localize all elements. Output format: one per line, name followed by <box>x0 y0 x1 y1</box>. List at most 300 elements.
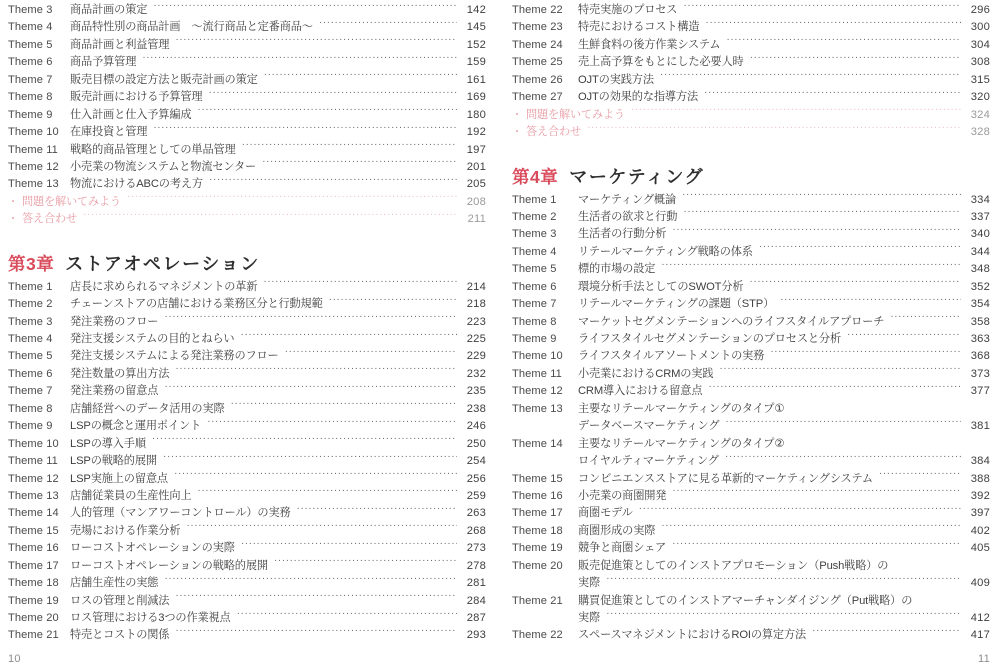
toc-entry-page-number: 352 <box>970 280 990 293</box>
toc-entry-page-number: 304 <box>970 38 990 51</box>
chapter-heading-4 <box>512 163 990 187</box>
toc-entry-page-number: 358 <box>970 315 990 328</box>
toc-leader-dots <box>153 2 457 13</box>
toc-entry-theme-label: Theme 19 <box>512 542 563 555</box>
toc-entry-theme-label: Theme 17 <box>512 507 563 520</box>
toc-entry-theme-label: Theme 20 <box>8 612 59 624</box>
toc-bullet-entry[interactable] <box>512 107 990 124</box>
toc-leader-dots <box>661 261 961 272</box>
toc-entry-theme-label: Theme 22 <box>512 4 563 16</box>
toc-leader-dots <box>890 314 961 325</box>
toc-entry[interactable] <box>512 558 990 575</box>
toc-entry-page-number: 238 <box>466 402 486 415</box>
toc-leader-dots <box>725 418 961 429</box>
toc-entry-page-number: 205 <box>466 178 486 191</box>
toc-entry[interactable] <box>512 209 990 226</box>
toc-entry-continuation[interactable] <box>512 453 990 470</box>
toc-bullet-entry[interactable] <box>8 194 486 211</box>
toc-section-chapter3-continued <box>512 2 990 107</box>
toc-entry-title: 小売業の物流システムと物流センター <box>70 160 257 173</box>
toc-bullets-chapter3 <box>512 107 990 142</box>
toc-entry[interactable] <box>8 37 486 54</box>
toc-entry-page-number: 320 <box>970 91 990 104</box>
toc-entry[interactable] <box>8 19 486 36</box>
toc-entry-title: 実際 <box>578 577 601 590</box>
toc-leader-dots <box>164 575 457 586</box>
toc-entry-title: 物流におけるABCの考え方 <box>70 178 203 191</box>
toc-entry-title: 発注支援システムによる発注業務のフロー <box>70 350 279 363</box>
toc-leader-dots <box>780 296 961 307</box>
toc-entry-title: 生活者の欲求と行動 <box>578 210 678 223</box>
toc-entry[interactable] <box>512 366 990 383</box>
chapter-number: 第4章 <box>512 166 559 187</box>
toc-leader-dots <box>262 159 457 170</box>
toc-leader-dots <box>790 401 961 412</box>
toc-entry[interactable] <box>512 2 990 19</box>
toc-leader-dots <box>240 331 457 342</box>
toc-entry-page-number: 273 <box>466 542 486 555</box>
toc-entry-continuation[interactable] <box>512 575 990 592</box>
toc-entry[interactable] <box>512 37 990 54</box>
toc-entry-title: 生鮮食料の後方作業システム <box>578 38 721 51</box>
toc-entry-theme-label: Theme 1 <box>8 280 53 293</box>
toc-entry-page-number: 281 <box>466 577 486 590</box>
toc-entry-title: LSPの概念と運用ポイント <box>70 420 202 433</box>
toc-entry-theme-label: Theme 12 <box>512 385 563 398</box>
toc-leader-dots <box>164 383 457 394</box>
toc-entry[interactable] <box>8 279 486 296</box>
toc-leader-dots <box>812 627 961 638</box>
toc-entry-page-number: 324 <box>970 108 990 121</box>
toc-entry-title: CRM導入における留意点 <box>578 385 703 398</box>
toc-entry-title: ロスの管理と削減法 <box>70 594 170 607</box>
toc-entry-page-number: 145 <box>466 21 486 34</box>
toc-entry-page-number: 256 <box>466 472 486 485</box>
toc-entry-title: 答え合わせ <box>22 213 77 226</box>
toc-entry[interactable] <box>512 627 990 644</box>
toc-entry-page-number: 225 <box>466 333 486 345</box>
toc-entry[interactable] <box>8 72 486 89</box>
toc-entry-title: 商品特性別の商品計画 〜流行商品と定番商品〜 <box>70 21 313 34</box>
toc-entry[interactable] <box>8 366 486 383</box>
toc-entry-page-number: 412 <box>970 612 990 624</box>
toc-entry-page-number: 337 <box>970 210 990 223</box>
toc-entry-title: 戦略的商品管理としての単品管理 <box>70 143 236 156</box>
toc-entry-title: 店舗従業員の生産性向上 <box>70 489 192 502</box>
toc-entry-theme-label: Theme 18 <box>8 577 59 590</box>
toc-leader-dots <box>683 209 961 220</box>
toc-entry-page-number: 192 <box>466 126 486 139</box>
toc-entry-theme-label: Theme 24 <box>512 38 563 51</box>
toc-entry-page-number: 218 <box>466 298 486 311</box>
chapter-number: 第3章 <box>8 253 55 274</box>
toc-entry-page-number: 392 <box>970 489 990 502</box>
toc-entry-continuation[interactable] <box>512 610 990 627</box>
toc-leader-dots <box>186 523 457 534</box>
right-page <box>500 0 1000 672</box>
toc-entry-page-number: 159 <box>466 56 486 69</box>
chapter-title: ストアオペレーション <box>65 253 260 274</box>
toc-entry-page-number: 368 <box>970 350 990 363</box>
toc-leader-dots <box>207 418 457 429</box>
toc-entry-page-number: 402 <box>970 524 990 537</box>
chapter-heading-3 <box>8 250 486 274</box>
toc-entry-title: ライフスタイルアソートメントの実務 <box>578 350 765 363</box>
toc-entry-theme-label: Theme 8 <box>512 315 557 328</box>
toc-entry-theme-label: Theme 20 <box>512 559 563 572</box>
toc-leader-dots <box>725 453 961 464</box>
toc-leader-dots <box>142 54 457 65</box>
toc-leader-dots <box>153 124 457 135</box>
toc-entry-title: 競争と商圏シェア <box>578 542 667 555</box>
toc-entry-title: 発注業務のフロー <box>70 315 159 328</box>
toc-entry-theme-label: Theme 5 <box>8 38 53 51</box>
toc-entry[interactable] <box>8 575 486 592</box>
toc-section-chapter2-continued <box>8 2 486 194</box>
toc-entry-title: LSPの導入手順 <box>70 437 146 450</box>
toc-entry-theme-label: Theme 8 <box>8 402 53 415</box>
toc-leader-dots <box>879 471 961 482</box>
toc-leader-dots <box>683 2 961 13</box>
toc-entry[interactable] <box>8 523 486 540</box>
toc-entry[interactable] <box>512 54 990 71</box>
bullet-dot-icon: ・ <box>512 127 522 139</box>
toc-entry-page-number: 363 <box>970 333 990 345</box>
toc-entry-theme-label: Theme 3 <box>8 4 53 16</box>
toc-entry-page-number: 328 <box>970 126 990 139</box>
toc-entry-title: 店舗生産性の実態 <box>70 577 159 590</box>
toc-entry-title: 商品計画の策定 <box>70 4 148 16</box>
toc-leader-dots <box>708 383 961 394</box>
toc-entry-title: ロイヤルティマーケティング <box>578 455 719 468</box>
toc-entry[interactable] <box>8 453 486 470</box>
toc-entry[interactable] <box>8 436 486 453</box>
toc-entry-title: 購買促進策としてのインストアマーチャンダイジング（Put戦略）の <box>578 594 913 607</box>
toc-entry-title: ローコストオペレーションの戦略的展開 <box>70 559 268 572</box>
toc-entry-page-number: 161 <box>466 73 486 86</box>
toc-entry-title: 売場における作業分析 <box>70 524 181 537</box>
toc-bullets-chapter2 <box>8 194 486 229</box>
toc-entry[interactable] <box>8 348 486 365</box>
toc-entry[interactable] <box>8 471 486 488</box>
toc-entry-theme-label: Theme 12 <box>8 160 59 173</box>
toc-entry-page-number: 334 <box>970 193 990 206</box>
toc-entry[interactable] <box>512 593 990 610</box>
toc-leader-dots <box>661 523 961 534</box>
toc-entry-title: 小売業におけるCRMの実践 <box>578 367 714 380</box>
toc-bullet-entry[interactable] <box>512 124 990 141</box>
toc-entry-theme-label: Theme 21 <box>8 629 59 642</box>
toc-bullet-entry[interactable] <box>8 211 486 228</box>
toc-entry-theme-label: Theme 25 <box>512 56 563 69</box>
toc-entry-page-number: 169 <box>466 91 486 104</box>
toc-entry[interactable] <box>8 54 486 71</box>
toc-entry-page-number: 278 <box>466 559 486 572</box>
toc-entry-page-number: 373 <box>970 367 990 380</box>
toc-leader-dots <box>770 348 961 359</box>
toc-leader-dots <box>672 226 961 237</box>
toc-entry[interactable] <box>512 72 990 89</box>
toc-leader-dots <box>237 610 457 621</box>
toc-section-chapter4 <box>512 192 990 645</box>
toc-entry-theme-label: Theme 12 <box>8 472 59 485</box>
toc-entry-page-number: 377 <box>970 385 990 398</box>
toc-entry-title: 標的市場の設定 <box>578 263 656 276</box>
toc-entry[interactable] <box>512 89 990 106</box>
toc-entry-title: ライフスタイルセグメンテーションのプロセスと分析 <box>578 333 841 345</box>
toc-entry-title: 仕入計画と仕入予算編成 <box>70 108 192 121</box>
toc-leader-dots <box>83 211 457 222</box>
toc-entry[interactable] <box>8 488 486 505</box>
toc-entry-page-number: 152 <box>466 38 486 51</box>
toc-entry-title: 発注支援システムの目的とねらい <box>70 333 235 345</box>
toc-entry-theme-label: Theme 10 <box>8 437 59 450</box>
toc-entry-title: 販売目標の設定方法と販売計画の策定 <box>70 73 258 86</box>
toc-entry-theme-label: Theme 14 <box>512 437 563 450</box>
toc-leader-dots <box>163 453 457 464</box>
toc-leader-dots <box>242 142 457 153</box>
toc-entry-title: 在庫投資と管理 <box>70 126 148 139</box>
toc-entry-title: チェーンストアの店舗における業務区分と行動規範 <box>70 298 323 311</box>
toc-entry[interactable] <box>512 226 990 243</box>
toc-entry-page-number: 417 <box>970 629 990 642</box>
toc-entry-theme-label: Theme 4 <box>8 21 53 34</box>
toc-entry-theme-label: Theme 9 <box>8 108 53 121</box>
toc-entry-page-number: 235 <box>466 385 486 398</box>
toc-entry-theme-label: Theme 14 <box>8 507 59 520</box>
toc-entry-title: 販売促進策としてのインストアプロモーション（Push戦略）の <box>578 559 889 572</box>
toc-leader-dots <box>672 488 961 499</box>
toc-leader-dots <box>285 348 457 359</box>
toc-entry[interactable] <box>8 2 486 19</box>
toc-entry-title: 主要なリテールマーケティングのタイプ② <box>578 437 785 450</box>
toc-leader-dots <box>208 89 457 100</box>
toc-entry-title: 商品予算管理 <box>70 56 137 69</box>
toc-entry-page-number: 340 <box>970 228 990 241</box>
toc-entry-page-number: 268 <box>466 524 486 537</box>
toc-entry-title: リテールマーケティング戦略の体系 <box>578 245 753 258</box>
toc-leader-dots <box>297 505 457 516</box>
toc-entry-title: 生活者の行動分析 <box>578 228 667 241</box>
toc-entry[interactable] <box>8 107 486 124</box>
toc-entry-page-number: 263 <box>466 507 486 520</box>
toc-entry[interactable] <box>512 471 990 488</box>
bullet-dot-icon: ・ <box>8 196 18 208</box>
toc-entry-theme-label: Theme 26 <box>512 73 563 86</box>
toc-entry[interactable] <box>512 348 990 365</box>
toc-entry-theme-label: Theme 1 <box>512 193 557 206</box>
toc-entry[interactable] <box>512 436 990 453</box>
toc-entry[interactable] <box>8 124 486 141</box>
toc-entry-page-number: 384 <box>970 455 990 468</box>
toc-entry[interactable] <box>512 244 990 261</box>
toc-entry-theme-label: Theme 11 <box>8 455 58 468</box>
toc-entry-page-number: 208 <box>466 195 486 208</box>
toc-entry[interactable] <box>8 610 486 627</box>
toc-leader-dots <box>164 314 457 325</box>
toc-entry[interactable] <box>512 383 990 400</box>
toc-entry[interactable] <box>512 331 990 348</box>
toc-entry-title: コンビニエンスストアに見る革新的マーケティングシステム <box>578 472 873 485</box>
toc-leader-dots <box>319 19 457 30</box>
toc-leader-dots <box>918 593 961 604</box>
toc-entry-theme-label: Theme 19 <box>8 594 59 607</box>
toc-entry-page-number: 180 <box>466 108 486 121</box>
toc-leader-dots <box>231 401 457 412</box>
toc-entry-theme-label: Theme 16 <box>512 489 563 502</box>
toc-entry[interactable] <box>8 176 486 193</box>
toc-entry-title: ローコストオペレーションの実際 <box>70 542 235 555</box>
toc-entry-theme-label: Theme 15 <box>8 524 59 537</box>
toc-leader-dots <box>750 54 961 65</box>
toc-entry-theme-label: Theme 22 <box>512 629 563 642</box>
toc-entry-title: 主要なリテールマーケティングのタイプ① <box>578 402 785 415</box>
toc-entry-title: 実際 <box>578 612 601 624</box>
toc-entry-title: スペースマネジメントにおけるROIの算定方法 <box>578 629 807 642</box>
toc-entry-page-number: 354 <box>970 298 990 311</box>
toc-entry-page-number: 381 <box>970 420 990 433</box>
toc-leader-dots <box>241 540 457 551</box>
toc-entry-title: 商圏形成の実際 <box>578 524 656 537</box>
toc-entry-page-number: 300 <box>970 21 990 34</box>
toc-entry-title: 特売におけるコスト構造 <box>578 21 700 34</box>
toc-entry-theme-label: Theme 5 <box>512 263 557 276</box>
toc-entry[interactable] <box>8 314 486 331</box>
toc-entry-theme-label: Theme 2 <box>8 298 53 311</box>
toc-entry-theme-label: Theme 2 <box>512 210 557 223</box>
toc-entry-page-number: 259 <box>466 489 486 502</box>
toc-entry-title: 問題を解いてみよう <box>526 108 625 121</box>
toc-leader-dots <box>174 471 457 482</box>
toc-entry[interactable] <box>8 401 486 418</box>
toc-leader-dots <box>175 593 457 604</box>
toc-entry-title: 店長に求められるマネジメントの革新 <box>70 280 258 293</box>
toc-leader-dots <box>749 279 961 290</box>
toc-entry[interactable] <box>8 540 486 557</box>
toc-entry-theme-label: Theme 21 <box>512 594 563 607</box>
toc-entry-theme-label: Theme 13 <box>8 178 59 191</box>
toc-entry-page-number: 296 <box>970 4 990 16</box>
toc-entry[interactable] <box>8 627 486 644</box>
toc-entry[interactable] <box>8 296 486 313</box>
toc-entry-theme-label: Theme 6 <box>8 367 53 380</box>
toc-leader-dots <box>263 279 457 290</box>
toc-entry[interactable] <box>8 383 486 400</box>
toc-entry[interactable] <box>512 488 990 505</box>
toc-entry-title: マーケットセグメンテーションへのライフスタイルアプローチ <box>578 315 885 328</box>
toc-leader-dots <box>726 37 961 48</box>
chapter-title: マーケティング <box>569 166 705 187</box>
toc-entry-page-number: 308 <box>970 56 990 69</box>
toc-leader-dots <box>587 124 961 135</box>
toc-leader-dots <box>152 436 457 447</box>
toc-right <box>512 0 990 645</box>
toc-entry-page-number: 250 <box>466 437 486 450</box>
toc-entry-title: LSP実施上の留意点 <box>70 472 168 485</box>
toc-leader-dots <box>705 19 961 30</box>
toc-entry-theme-label: Theme 6 <box>8 56 53 69</box>
toc-entry-theme-label: Theme 10 <box>8 126 59 139</box>
toc-entry[interactable] <box>512 296 990 313</box>
toc-leader-dots <box>759 244 961 255</box>
toc-entry-theme-label: Theme 10 <box>512 350 563 363</box>
toc-leader-dots <box>175 37 457 48</box>
toc-entry-title: 商圏モデル <box>578 507 633 520</box>
toc-entry-theme-label: Theme 4 <box>512 245 557 258</box>
toc-entry[interactable] <box>512 19 990 36</box>
toc-leader-dots <box>682 192 961 203</box>
toc-entry-page-number: 223 <box>466 315 486 328</box>
toc-entry[interactable] <box>512 279 990 296</box>
toc-entry-theme-label: Theme 17 <box>8 559 59 572</box>
toc-entry[interactable] <box>8 593 486 610</box>
toc-entry-title: 販売計画における予算管理 <box>70 91 203 104</box>
toc-entry[interactable] <box>512 401 990 418</box>
toc-entry-page-number: 397 <box>970 507 990 520</box>
toc-entry-title: 発注数量の算出方法 <box>70 367 170 380</box>
toc-entry-theme-label: Theme 18 <box>512 524 563 537</box>
toc-entry-page-number: 405 <box>970 542 990 555</box>
toc-entry[interactable] <box>8 89 486 106</box>
toc-entry[interactable] <box>512 505 990 522</box>
toc-entry-page-number: 232 <box>466 367 486 380</box>
toc-entry[interactable] <box>512 540 990 557</box>
page-number-right: 11 <box>977 653 990 665</box>
toc-entry-theme-label: Theme 3 <box>512 228 557 241</box>
toc-entry-theme-label: Theme 11 <box>8 143 58 156</box>
toc-entry[interactable] <box>512 523 990 540</box>
toc-leader-dots <box>672 540 961 551</box>
toc-leader-dots <box>197 107 457 118</box>
toc-entry-theme-label: Theme 7 <box>8 73 53 86</box>
toc-entry-title: 環境分析手法としてのSWOT分析 <box>578 280 744 293</box>
toc-entry[interactable] <box>512 314 990 331</box>
toc-entry-theme-label: Theme 16 <box>8 542 59 555</box>
toc-entry-page-number: 315 <box>970 73 990 86</box>
toc-entry-theme-label: Theme 4 <box>8 333 53 345</box>
toc-entry-title: 特売実施のプロセス <box>578 4 678 16</box>
bullet-dot-icon: ・ <box>512 109 522 121</box>
toc-entry[interactable] <box>512 192 990 209</box>
toc-section-chapter3 <box>8 279 486 645</box>
toc-left <box>8 0 486 645</box>
toc-entry-page-number: 348 <box>970 263 990 276</box>
toc-entry-title: OJTの効果的な指導方法 <box>578 91 699 104</box>
toc-leader-dots <box>175 627 457 638</box>
toc-entry-continuation[interactable] <box>512 418 990 435</box>
toc-entry-page-number: 284 <box>466 594 486 607</box>
toc-entry-theme-label: Theme 13 <box>512 402 563 415</box>
toc-entry[interactable] <box>8 159 486 176</box>
toc-leader-dots <box>127 194 457 205</box>
toc-leader-dots <box>197 488 457 499</box>
toc-entry[interactable] <box>512 261 990 278</box>
toc-entry-theme-label: Theme 13 <box>8 489 59 502</box>
toc-entry[interactable] <box>8 558 486 575</box>
toc-entry[interactable] <box>8 331 486 348</box>
toc-entry-page-number: 293 <box>466 629 486 642</box>
toc-entry[interactable] <box>8 418 486 435</box>
toc-entry[interactable] <box>8 505 486 522</box>
toc-entry-page-number: 229 <box>466 350 486 363</box>
toc-leader-dots <box>209 176 457 187</box>
toc-leader-dots <box>264 72 457 83</box>
toc-entry-page-number: 246 <box>466 420 486 433</box>
toc-leader-dots <box>606 610 961 621</box>
toc-entry-theme-label: Theme 3 <box>8 315 53 328</box>
toc-entry[interactable] <box>8 142 486 159</box>
toc-leader-dots <box>847 331 961 342</box>
